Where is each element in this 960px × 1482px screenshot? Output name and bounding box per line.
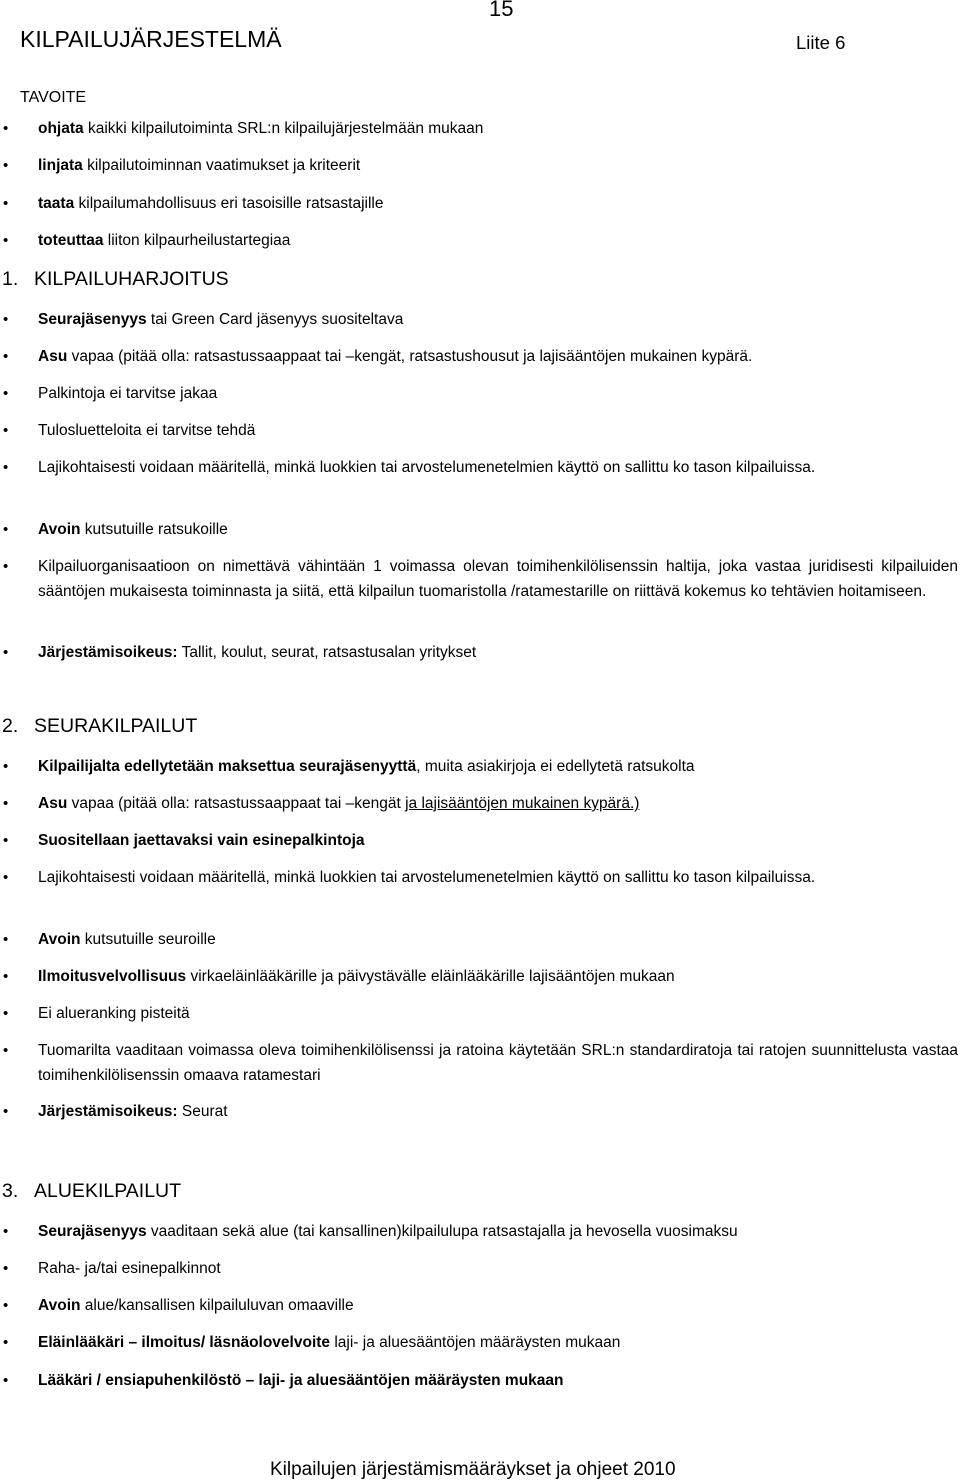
item-keyword: Avoin	[38, 1297, 81, 1314]
item-text: Kilpailuorganisaatioon on nimettävä vähintään 1 voimassa olevan toimihenkilölisenssin haltija, joka vastaa juridisesti kilpailuiden sääntöjen mukaisesta toiminnasta ja siitä, että kilpailun tuomaristolla /ratamestarille on riittävä kokemus ko tehtävien hoitamiseen.	[38, 558, 958, 600]
list-item	[0, 792, 958, 817]
list-item	[0, 555, 958, 604]
list-item	[0, 456, 958, 481]
bullet-icon: •	[3, 931, 9, 948]
goal-keyword: linjata	[38, 157, 83, 174]
bullet-icon: •	[3, 869, 9, 886]
item-text: alue/kansallisen kilpailuluvan omaaville	[80, 1297, 354, 1314]
item-keyword: Asu	[38, 795, 68, 812]
item-keyword: Järjestämisoikeus:	[38, 1103, 178, 1120]
page-footer: Kilpailujen järjestämismääräykset ja ohjeet 2010	[270, 1459, 676, 1480]
item-text: Lajikohtaisesti voidaan määritellä, minkä luokkien tai arvostelumenetelmien käyttö on sallittu ko tason kilpailuissa.	[38, 869, 816, 886]
item-keyword: Seurajäsenyys	[38, 1223, 147, 1240]
section-number: 1.	[2, 268, 19, 290]
bullet-icon: •	[3, 459, 9, 476]
bullet-icon: •	[3, 521, 9, 538]
list-item	[0, 755, 958, 780]
item-text: vapaa (pitää olla: ratsastussaappaat tai –kengät, ratsastushousut ja lajisääntöjen mukainen kypärä.	[67, 348, 753, 365]
bullet-icon: •	[3, 968, 9, 985]
bullet-icon: •	[3, 120, 9, 137]
bullet-icon: •	[3, 1042, 9, 1059]
item-text: Ei alueranking pisteitä	[38, 1005, 190, 1022]
bullet-icon: •	[3, 1103, 9, 1120]
bullet-icon: •	[3, 195, 9, 212]
list-item	[0, 1039, 958, 1088]
item-text: Seurat	[177, 1103, 228, 1120]
section-heading-3	[2, 1180, 181, 1203]
bullet-icon: •	[3, 385, 9, 402]
section-heading-1	[2, 268, 229, 291]
section-title: ALUEKILPAILUT	[34, 1180, 182, 1202]
bullet-icon: •	[3, 232, 9, 249]
list-item	[0, 419, 958, 444]
bullet-icon: •	[3, 311, 9, 328]
section-title: SEURAKILPAILUT	[34, 715, 198, 737]
item-keyword: Lääkäri / ensiapuhenkilöstö – laji- ja aluesääntöjen määräysten mukaan	[38, 1372, 564, 1389]
goal-text: kaikki kilpailutoiminta SRL:n kilpailujärjestelmään mukaan	[83, 120, 484, 137]
list-item	[0, 866, 958, 891]
item-keyword: Järjestämisoikeus:	[38, 644, 178, 661]
list-item	[0, 518, 958, 543]
section-title: KILPAILUHARJOITUS	[34, 268, 229, 290]
item-keyword: Avoin	[38, 931, 81, 948]
goal-keyword: toteuttaa	[38, 232, 104, 249]
bullet-icon: •	[3, 1372, 9, 1389]
bullet-icon: •	[3, 758, 9, 775]
bullet-icon: •	[3, 644, 9, 661]
list-item	[0, 1257, 958, 1282]
page-number: 15	[489, 0, 514, 21]
goal-item	[0, 229, 958, 254]
list-item	[0, 345, 958, 370]
item-keyword: Seurajäsenyys	[38, 311, 147, 328]
item-keyword: Avoin	[38, 521, 81, 538]
list-item	[0, 1294, 958, 1319]
item-keyword: Eläinlääkäri – ilmoitus/ läsnäolovelvoite	[38, 1334, 331, 1351]
item-text: Tallit, koulut, seurat, ratsastusalan yritykset	[177, 644, 477, 661]
item-text: vapaa (pitää olla: ratsastussaappaat tai –kengät	[67, 795, 406, 812]
item-text: laji- ja aluesääntöjen määräysten mukaan	[330, 1334, 621, 1351]
item-keyword: seurajäsenyyttä	[299, 758, 417, 775]
item-text: kutsutuille ratsukoille	[80, 521, 228, 538]
bullet-icon: •	[3, 422, 9, 439]
list-item	[0, 308, 958, 333]
list-item	[0, 829, 958, 854]
item-text: Raha- ja/tai esinepalkinnot	[38, 1260, 221, 1277]
bullet-icon: •	[3, 1260, 9, 1277]
section-heading-2	[2, 715, 197, 738]
item-text: , muita asiakirjoja ei edellytetä ratsukolta	[416, 758, 695, 775]
item-text: kutsutuille seuroille	[80, 931, 216, 948]
goal-keyword: ohjata	[38, 120, 84, 137]
item-keyword: Ilmoitusvelvollisuus	[38, 968, 187, 985]
list-item	[0, 1331, 958, 1356]
list-item	[0, 641, 958, 666]
item-text: tai Green Card jäsenyys suositeltava	[146, 311, 404, 328]
goal-heading: TAVOITE	[20, 89, 87, 106]
item-text: virkaeläinlääkärille ja päivystävälle eläinlääkärille lajisääntöjen mukaan	[186, 968, 675, 985]
list-item	[0, 1220, 958, 1245]
bullet-icon: •	[3, 1223, 9, 1240]
item-text: Tulosluetteloita ei tarvitse tehdä	[38, 422, 256, 439]
item-keyword: Asu	[38, 348, 68, 365]
bullet-icon: •	[3, 832, 9, 849]
item-text: vaaditaan sekä alue (tai kansallinen)kilpailulupa ratsastajalla ja hevosella vuosimaksu	[146, 1223, 738, 1240]
goal-item	[0, 154, 958, 179]
item-keyword: Suositellaan jaettavaksi vain esinepalkintoja	[38, 832, 365, 849]
list-item	[0, 1369, 958, 1394]
section-number: 2.	[2, 715, 19, 737]
item-text: Palkintoja ei tarvitse jakaa	[38, 385, 218, 402]
list-item	[0, 382, 958, 407]
item-underlined-text: ja lajisääntöjen mukainen kypärä.)	[405, 795, 640, 812]
document-title: KILPAILUJÄRJESTELMÄ	[20, 26, 282, 52]
attachment-label: Liite 6	[796, 32, 846, 53]
list-item	[0, 1002, 958, 1027]
goal-keyword: taata	[38, 195, 75, 212]
list-item	[0, 928, 958, 953]
goal-text: kilpailumahdollisuus eri tasoisille ratsastajille	[74, 195, 384, 212]
section-number: 3.	[2, 1180, 19, 1202]
bullet-icon: •	[3, 558, 9, 575]
item-text: Lajikohtaisesti voidaan määritellä, minkä luokkien tai arvostelumenetelmien käyttö on sallittu ko tason kilpailuissa.	[38, 459, 816, 476]
goal-text: kilpailutoiminnan vaatimukset ja kriteerit	[82, 157, 361, 174]
bullet-icon: •	[3, 795, 9, 812]
goal-text: liiton kilpaurheilustartegiaa	[103, 232, 291, 249]
goal-item	[0, 117, 958, 142]
goal-item	[0, 192, 958, 217]
bullet-icon: •	[3, 1334, 9, 1351]
bullet-icon: •	[3, 1297, 9, 1314]
bullet-icon: •	[3, 157, 9, 174]
item-keyword: Kilpailijalta edellytetään maksettua	[38, 758, 300, 775]
list-item	[0, 965, 958, 990]
item-text: Tuomarilta vaaditaan voimassa oleva toimihenkilölisenssi ja ratoina käytetään SRL:n standardiratoja tai ratojen suunnittelusta vastaa toimihenkilölisenssin omaava ratamestari	[38, 1042, 958, 1084]
list-item	[0, 1100, 958, 1125]
bullet-icon: •	[3, 348, 9, 365]
bullet-icon: •	[3, 1005, 9, 1022]
